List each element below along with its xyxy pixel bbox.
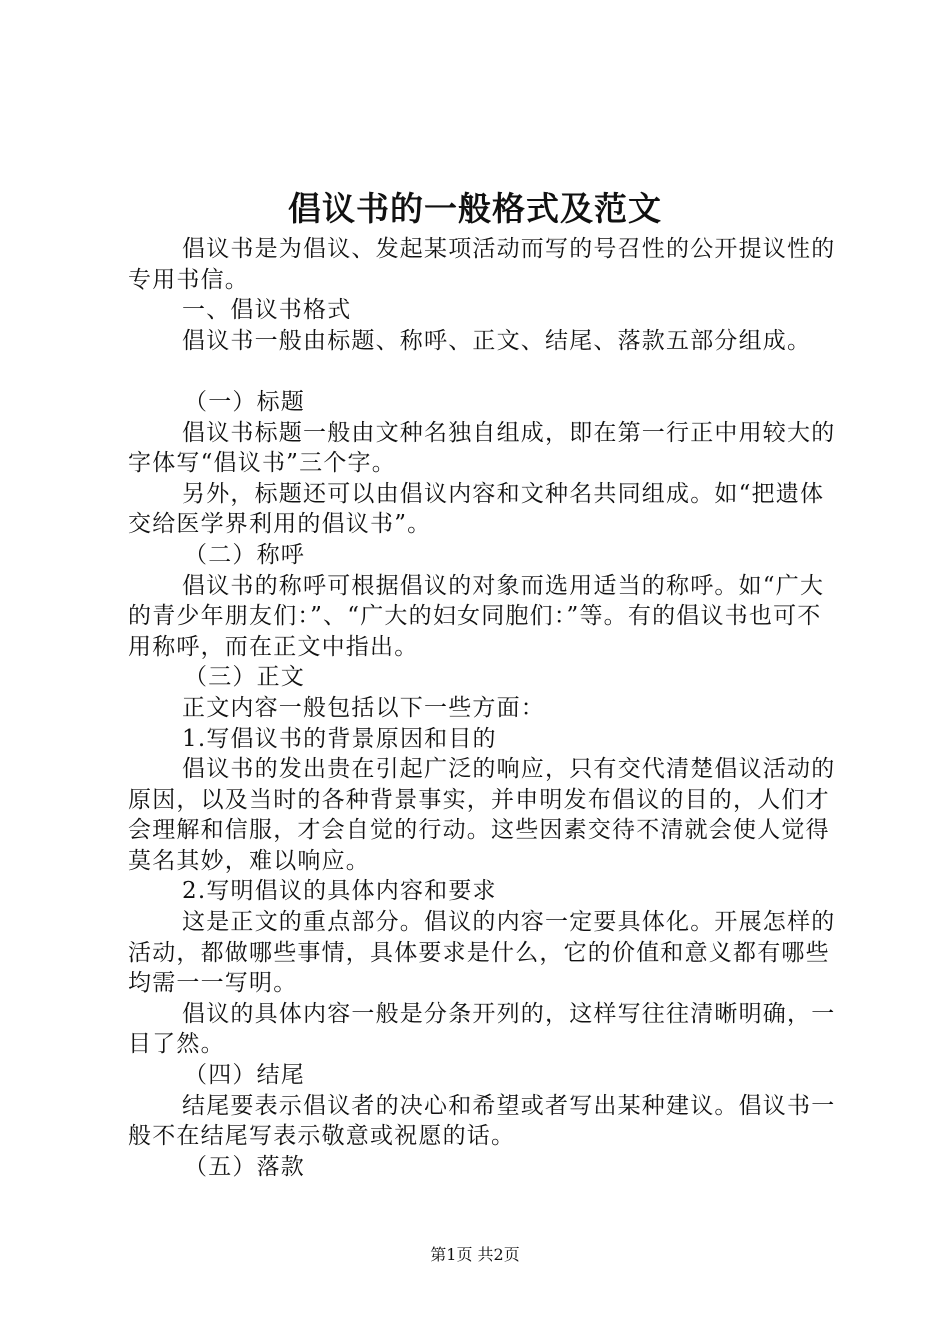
section-heading-format: 一、倡议书格式 xyxy=(182,297,352,324)
paragraph-title-rule: 倡议书标题一般由文种名独自组成，即在第一行正中用较大的字体写“倡议书”三个字。 xyxy=(128,419,836,477)
subheading-body: （三）正文 xyxy=(184,664,305,691)
paragraph-salutation: 倡议书的称呼可根据倡议的对象而选用适当的称呼。如“广大的青少年朋友们：”、“广大的妇女同胞们：”等。有的倡议书也可不用称呼，而在正文中指出。 xyxy=(128,572,825,660)
paragraph-format-parts: 倡议书一般由标题、称呼、正文、结尾、落款五部分组成。 xyxy=(182,327,812,354)
paragraph-body-aspects: 正文内容一般包括以下一些方面： xyxy=(182,694,545,721)
page-footer: 第1页 共2页 xyxy=(430,1245,520,1264)
item-background: 1.写倡议书的背景原因和目的 xyxy=(182,725,497,752)
subheading-salutation: （二）称呼 xyxy=(184,541,305,568)
subheading-title: （一）标题 xyxy=(184,388,305,415)
paragraph-background: 倡议书的发出贵在引起广泛的响应，只有交代清楚倡议活动的原因，以及当时的各种背景事实，并申明发布倡议的目的，人们才会理解和信服，才会自觉的行动。这些因素交待不清就会使人觉得莫名其妙，难以响应。 xyxy=(128,756,836,874)
subheading-ending: （四）结尾 xyxy=(184,1062,305,1089)
blank-line xyxy=(128,356,840,387)
paragraph-content-list: 倡议的具体内容一般是分条开列的，这样写往往清晰明确，一目了然。 xyxy=(128,1000,836,1058)
paragraph-title-alt: 另外，标题还可以由倡议内容和文种名共同组成。如“把遗体交给医学界利用的倡议书”。 xyxy=(128,480,825,538)
paragraph-content: 这是正文的重点部分。倡议的内容一定要具体化。开展怎样的活动，都做哪些事情，具体要求是什么，它的价值和意义都有哪些均需一一写明。 xyxy=(128,909,836,997)
paragraph-ending: 结尾要表示倡议者的决心和希望或者写出某种建议。倡议书一般不在结尾写表示敬意或祝愿的话。 xyxy=(128,1092,836,1150)
item-content: 2.写明倡议的具体内容和要求 xyxy=(182,878,497,905)
document-body xyxy=(128,234,840,1182)
document-title: 倡议书的一般格式及范文 xyxy=(288,189,662,228)
paragraph-intro: 倡议书是为倡议、发起某项活动而写的号召性的公开提议性的专用书信。 xyxy=(128,236,836,293)
subheading-signature: （五）落款 xyxy=(184,1153,305,1180)
